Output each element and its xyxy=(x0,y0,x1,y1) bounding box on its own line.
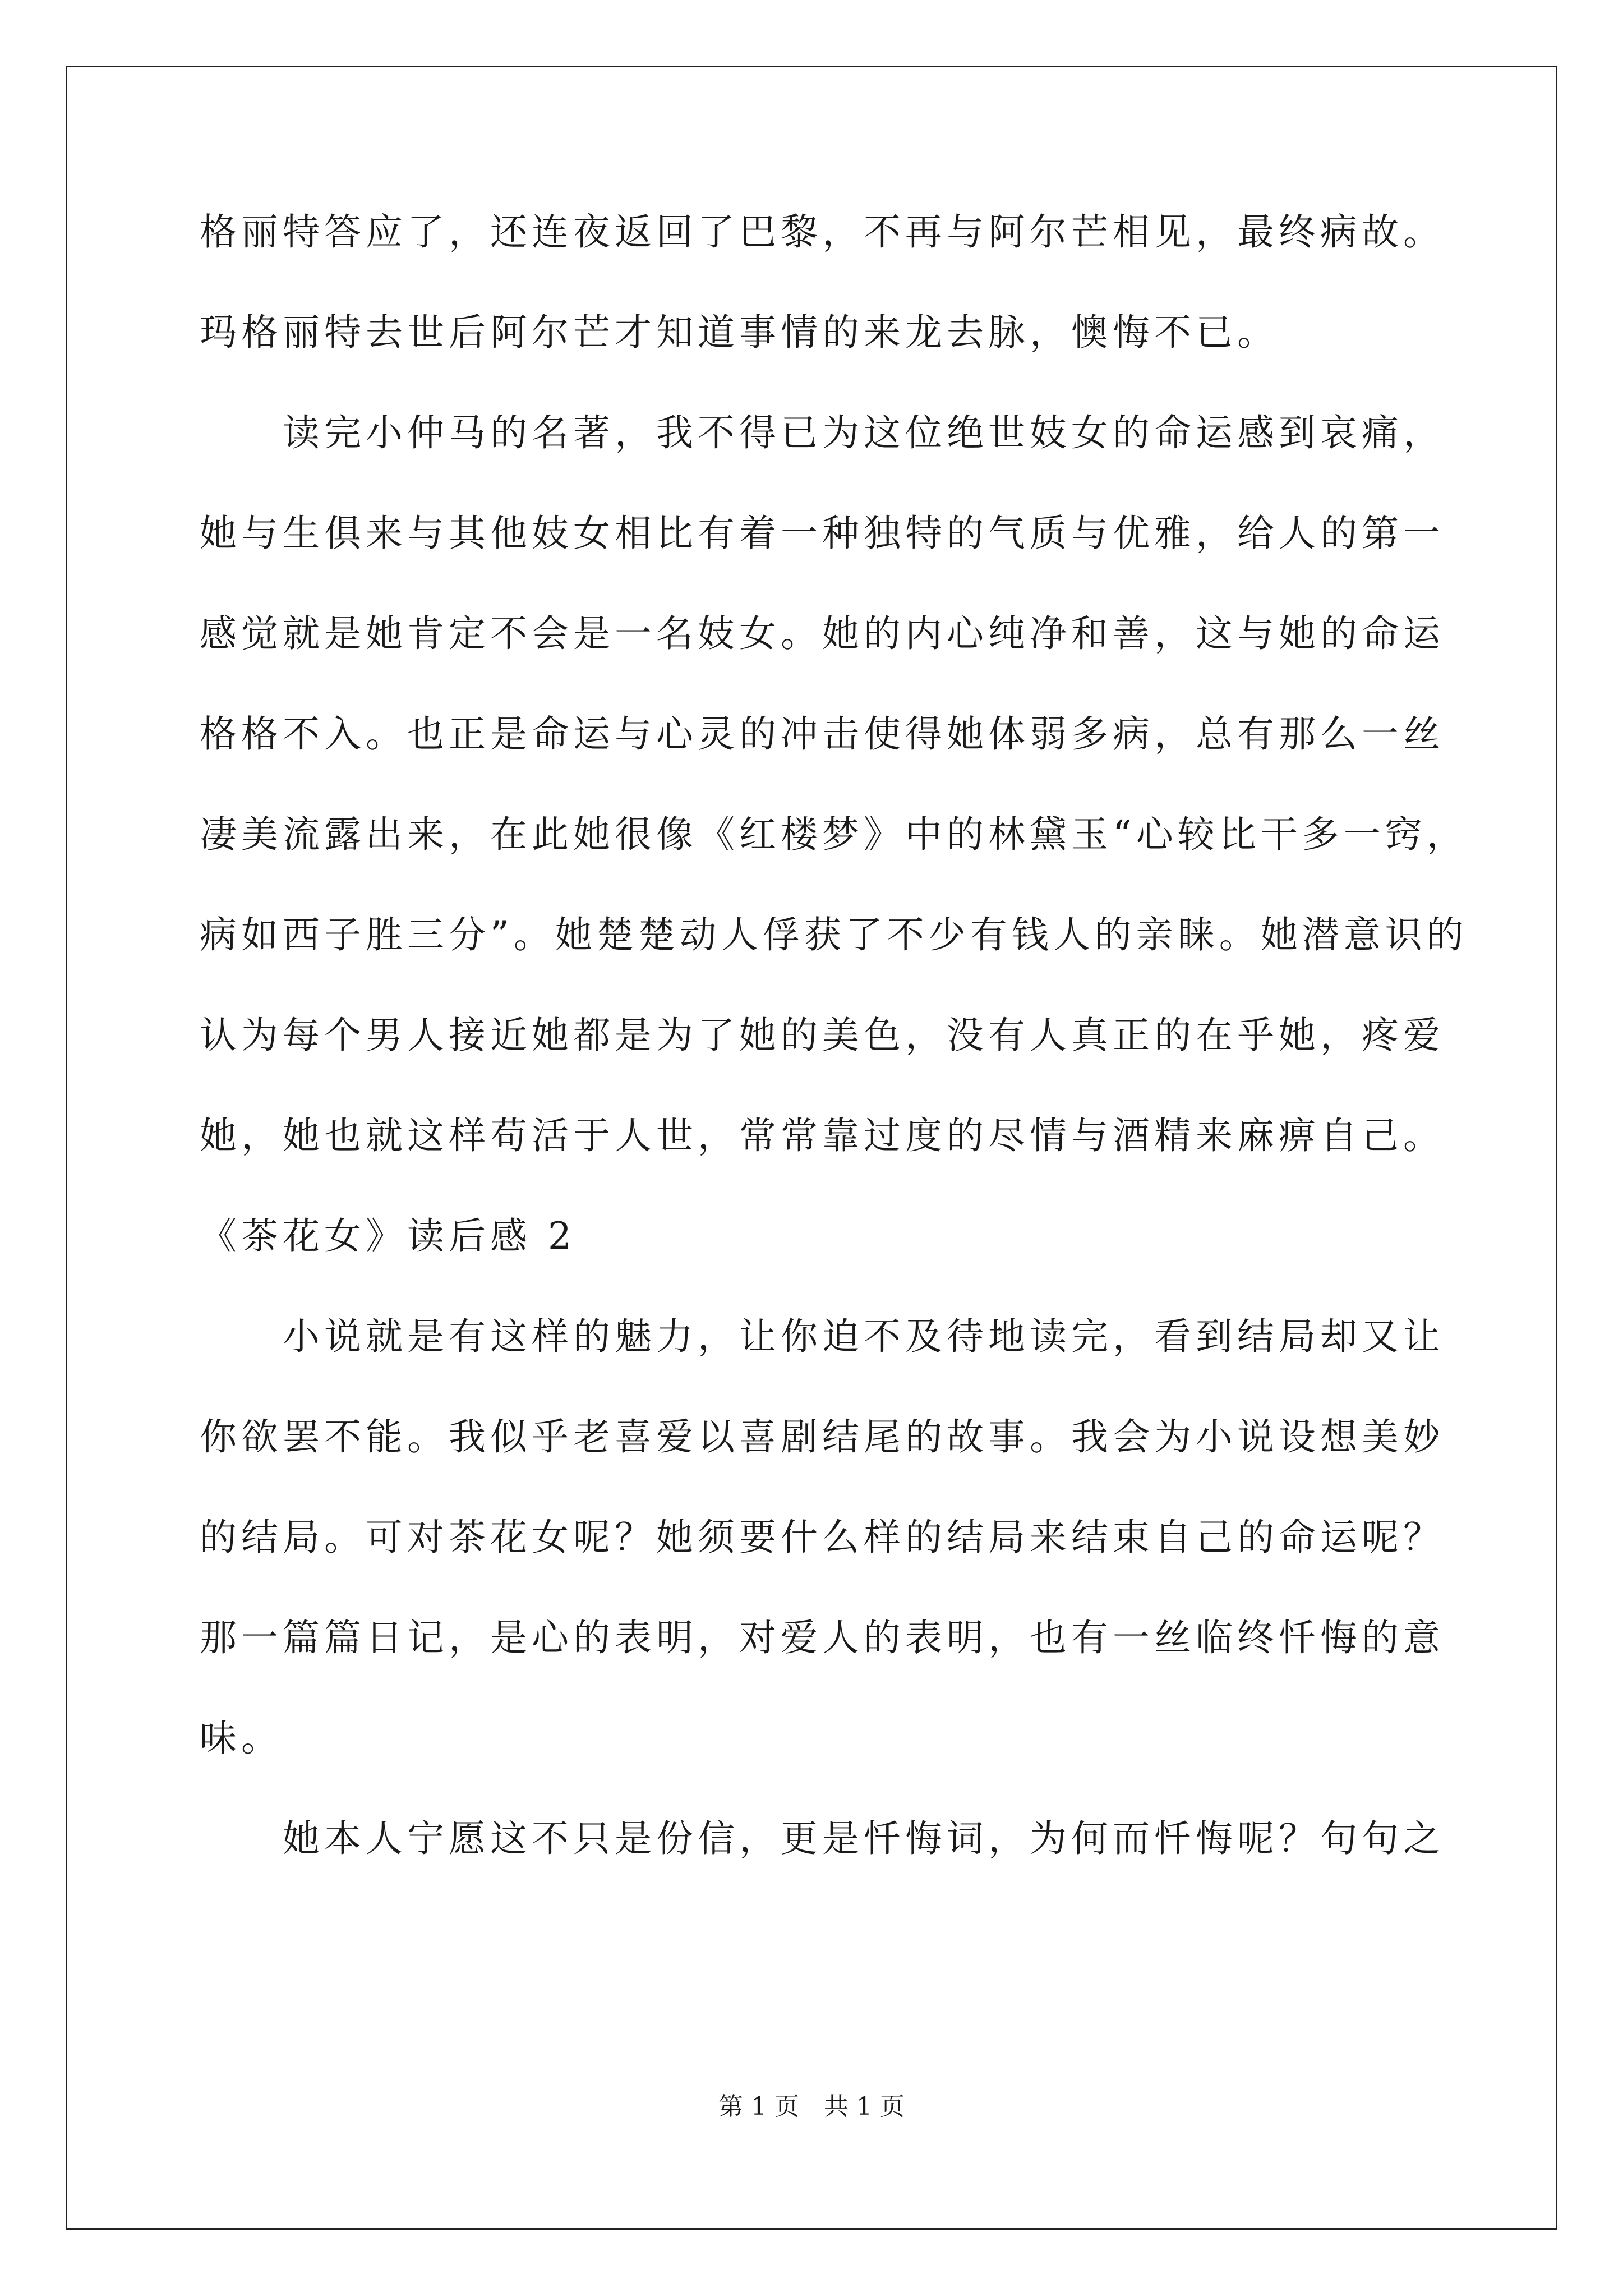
text-line: 病如西子胜三分”。她楚楚动人俘获了不少有钱人的亲睐。她潜意识的 xyxy=(200,913,1468,956)
text-line: 你欲罢不能。我似乎老喜爱以喜剧结尾的故事。我会为小说设想美妙 xyxy=(200,1415,1445,1458)
text-line: 玛格丽特去世后阿尔芒才知道事情的来龙去脉，懊悔不已。 xyxy=(200,311,1279,354)
text-line: 那一篇篇日记，是心的表明，对爱人的表明，也有一丝临终忏悔的意 xyxy=(200,1616,1445,1659)
page-number-footer: 第 1 页 共 1 页 xyxy=(718,2092,905,2121)
text-line: 她与生俱来与其他妓女相比有着一种独特的气质与优雅，给人的第一 xyxy=(200,512,1445,555)
text-line: 读完小仲马的名著，我不得已为这位绝世妓女的命运感到哀痛， xyxy=(200,411,1445,454)
text-line: 认为每个男人接近她都是为了她的美色，没有人真正的在乎她，疼爱 xyxy=(200,1014,1445,1057)
text-line: 凄美流露出来，在此她很像《红楼梦》中的林黛玉“心较比干多一窍， xyxy=(200,813,1468,856)
text-line: 小说就是有这样的魅力，让你迫不及待地读完，看到结局却又让 xyxy=(200,1315,1445,1358)
text-line: 她，她也就这样苟活于人世，常常靠过度的尽情与酒精来麻痹自己。 xyxy=(200,1114,1445,1157)
text-line: 感觉就是她肯定不会是一名妓女。她的内心纯净和善，这与她的命运 xyxy=(200,612,1445,655)
text-line: 格格不入。也正是命运与心灵的冲击使得她体弱多病，总有那么一丝 xyxy=(200,712,1445,756)
text-line: 的结局。可对茶花女呢？她须要什么样的结局来结束自己的命运呢？ xyxy=(200,1516,1445,1559)
text-line: 她本人宁愿这不只是份信，更是忏悔词，为何而忏悔呢？句句之 xyxy=(200,1817,1445,1860)
text-line: 味。 xyxy=(200,1717,283,1760)
text-line: 格丽特答应了，还连夜返回了巴黎，不再与阿尔芒相见，最终病故。 xyxy=(200,210,1445,254)
section-heading: 《茶花女》读后感 2 xyxy=(200,1214,576,1258)
